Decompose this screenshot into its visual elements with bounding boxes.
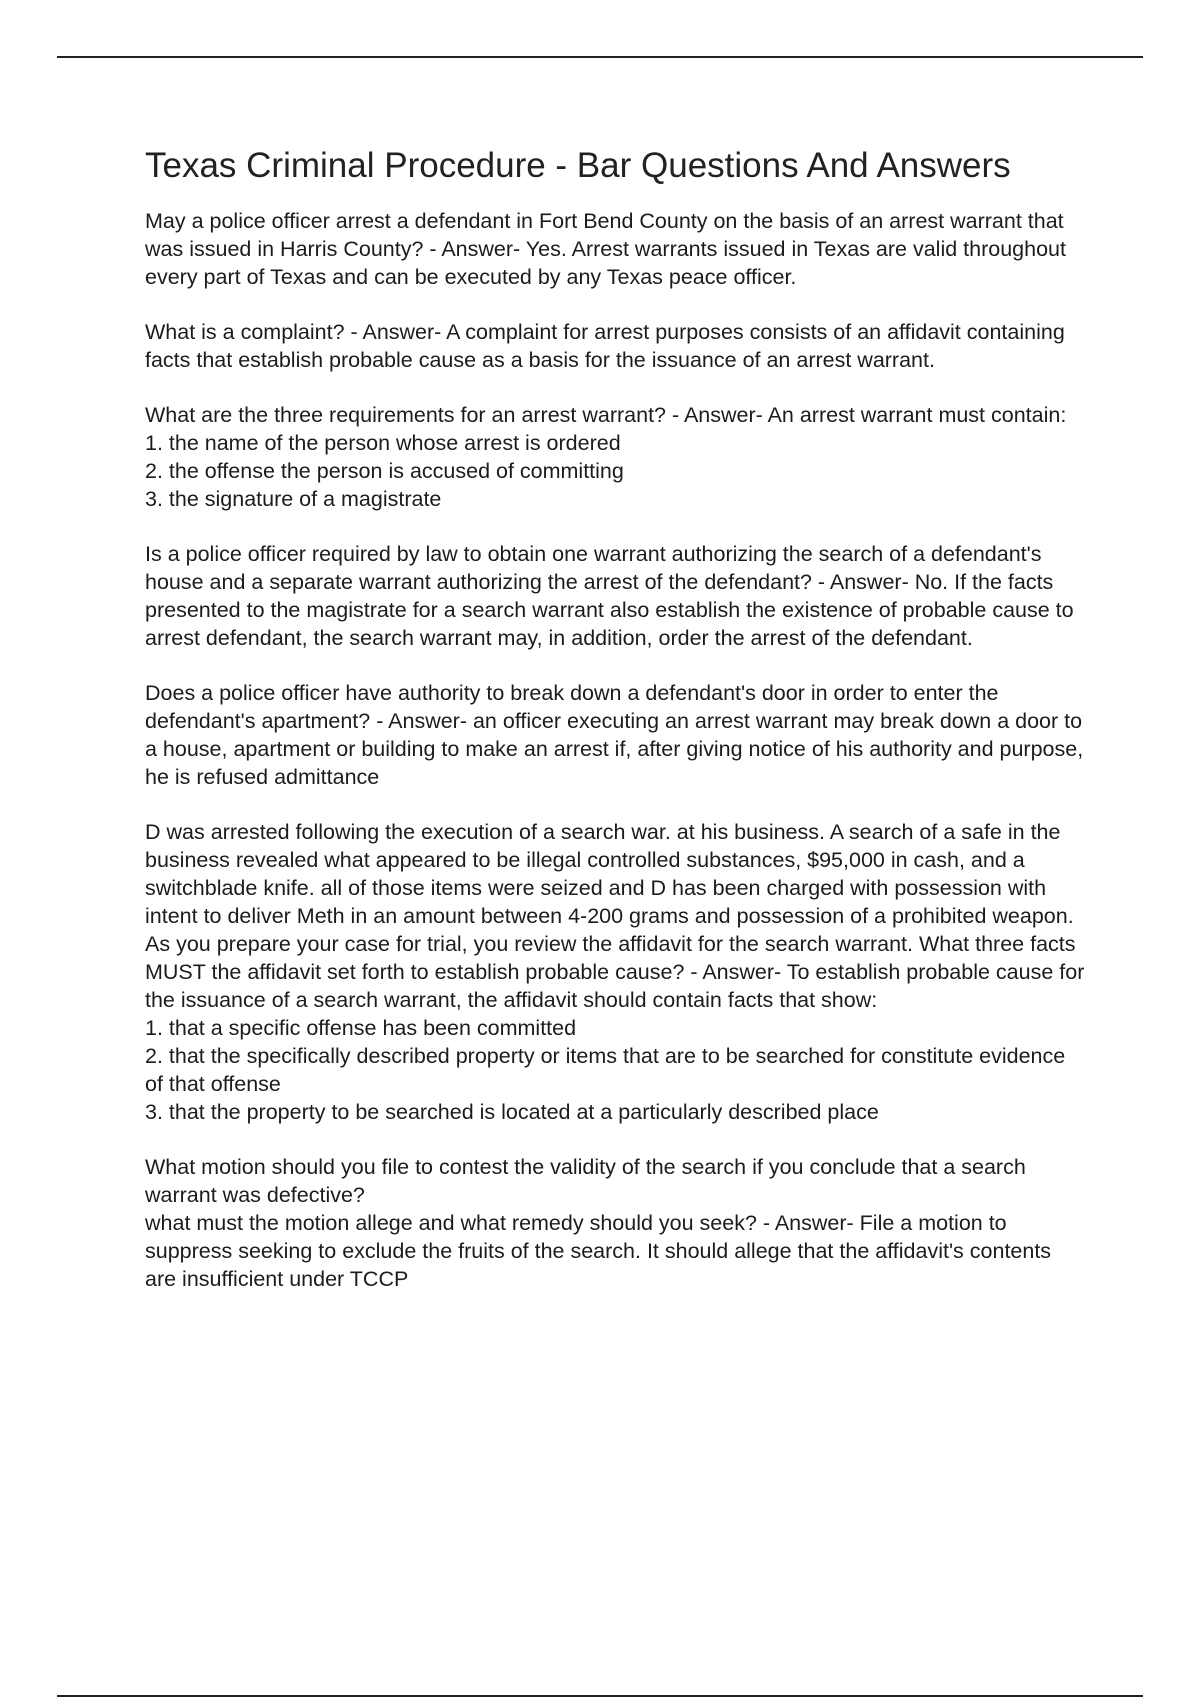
- footer-rule: [57, 1695, 1143, 1697]
- qa-item-7: What motion should you file to contest the validity of the search if you conclude that a search warrant was defective? what must the motion allege and what remedy should you seek? - Answer- File a motion to suppress seeking to exclude the fruits of the search. It should allege that the affidavit's contents are insufficient under TCCP: [145, 1155, 1052, 1291]
- qa-item-4: Is a police officer required by law to obtain one warrant authorizing the search of a defendant's house and a separate warrant authorizing the arrest of the defendant? - Answer- No. If the facts presented to the magistrate for a search warrant also establish the existence of probable cause to arrest defendant, the search warrant may, in addition, order the arrest of the defendant.: [145, 542, 1080, 650]
- document-title: Texas Criminal Procedure - Bar Questions And Answers: [145, 146, 1011, 185]
- qa-item-5: Does a police officer have authority to break down a defendant's door in order to enter the defendant's apartment? - Answer- an officer executing an arrest warrant may break down a door to a house, apartment or building to make an arrest if, after giving notice of his authority and purpose, he is refused admittance: [145, 681, 1090, 789]
- qa-item-6: D was arrested following the execution of a search war. at his business. A search of a safe in the business revealed what appeared to be illegal controlled substances, $95,000 in cash, and a switchblade knife. all of those items were seized and D has been charged with possession with intent to deliver Meth in an amount between 4-200 grams and possession of a prohibited weapon. As you prepare your case for trial, you review the affidavit for the search warrant. What three facts MUST the affidavit set forth to establish probable cause? - Answer- To establish probable cause for the issuance of a search warrant, the affidavit should contain facts that show: 1. that a specific offense has been committed 2. that the specifically described property or items that are to be searched for constitute evidence of that offense 3. that the property to be searched is located at a particularly described place: [145, 820, 1085, 1124]
- header-rule: [57, 56, 1143, 58]
- qa-item-2: What is a complaint? - Answer- A complaint for arrest purposes consists of an affidavit containing facts that establish probable cause as a basis for the issuance of an arrest warrant.: [145, 320, 1071, 372]
- document-body: [145, 142, 1090, 1320]
- qa-item-1: May a police officer arrest a defendant in Fort Bend County on the basis of an arrest warrant that was issued in Harris County? - Answer- Yes. Arrest warrants issued in Texas are valid throughout every part of Texas and can be executed by any Texas peace officer.: [145, 209, 1072, 289]
- qa-item-3: What are the three requirements for an arrest warrant? - Answer- An arrest warrant must contain: 1. the name of the person whose arrest is ordered 2. the offense the person is accused of committing 3. the signature of a magistrate: [145, 403, 1067, 511]
